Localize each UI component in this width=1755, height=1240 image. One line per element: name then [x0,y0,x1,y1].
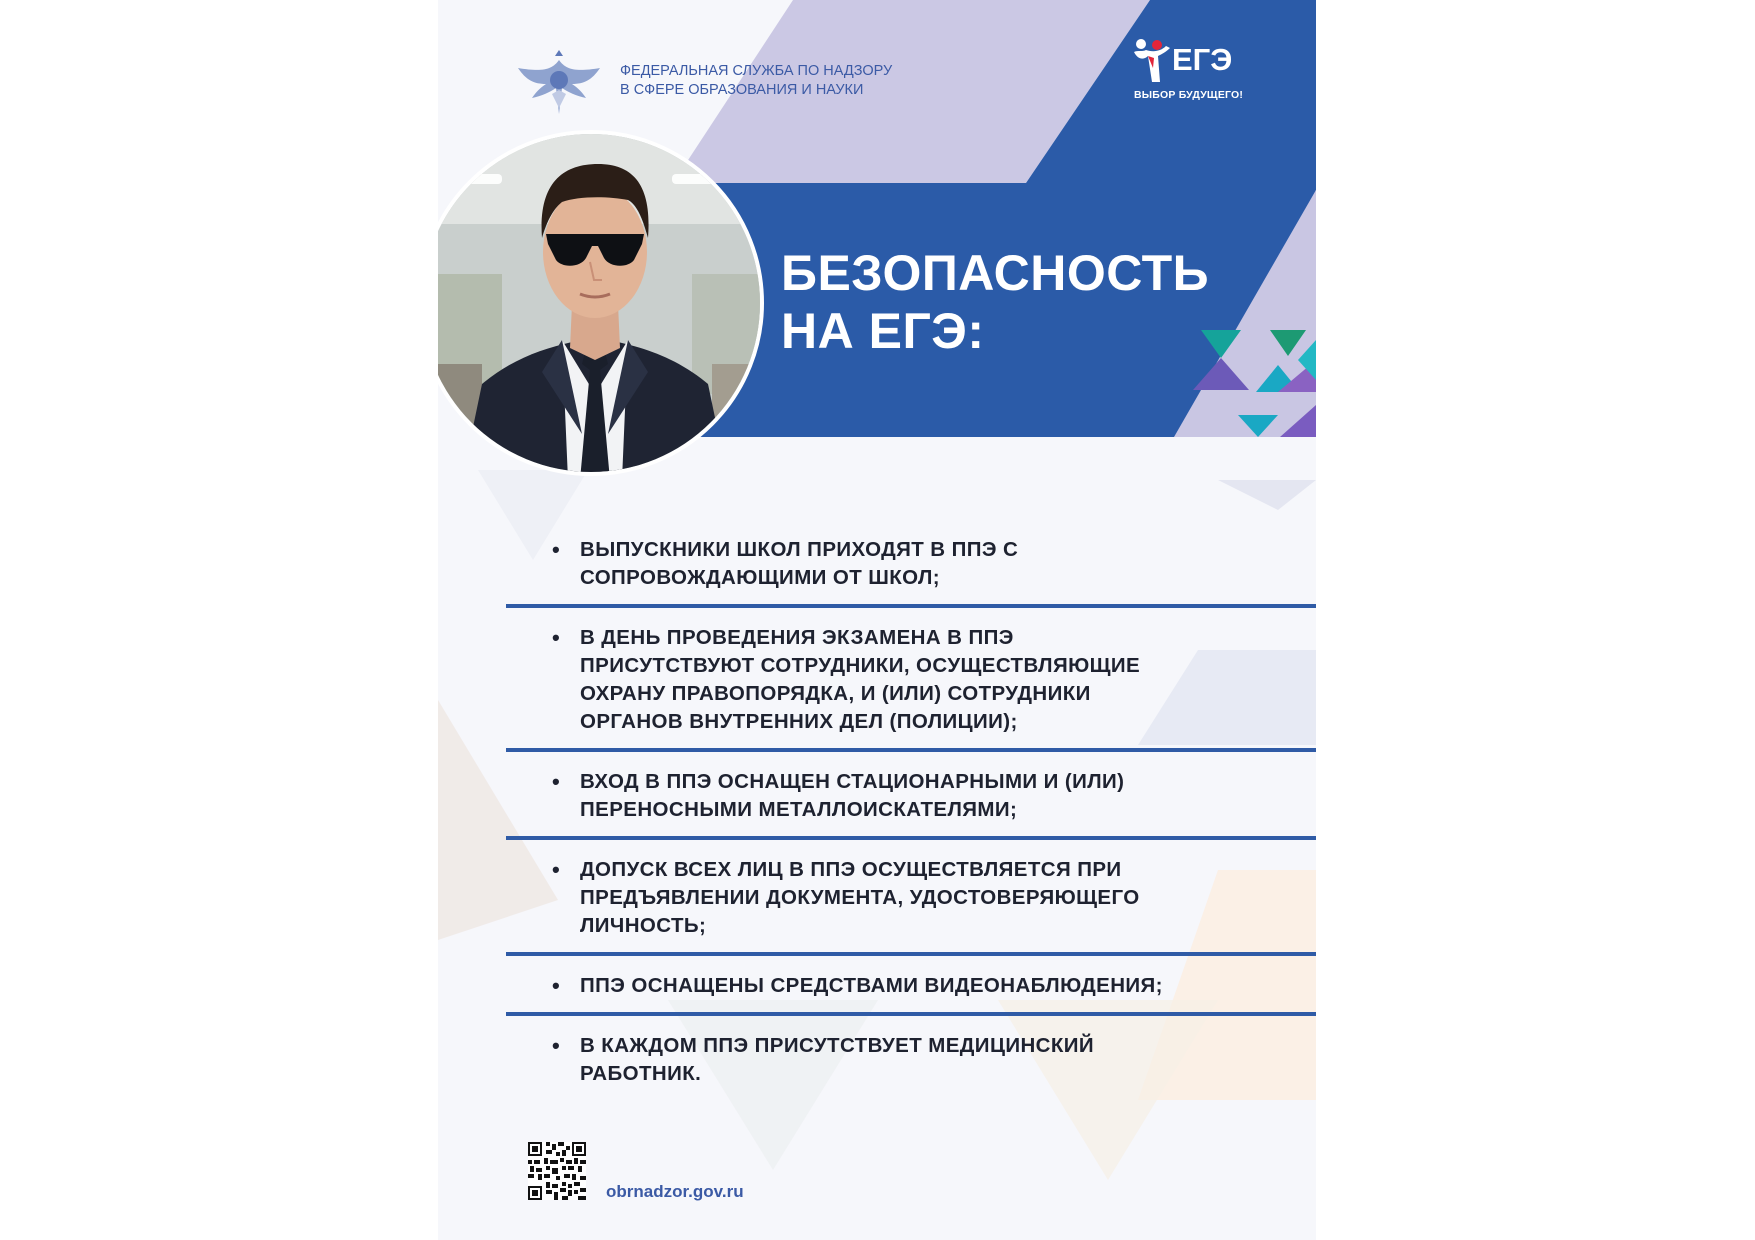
rule-line: ПРЕДЪЯВЛЕНИИ ДОКУМЕНТА, УДОСТОВЕРЯЮЩЕГО [580,886,1140,909]
eagle-emblem-icon [512,50,606,118]
security-rules-list [506,530,1316,1100]
ege-figure-icon [1132,38,1172,84]
rule-line: ПРИСУТСТВУЮТ СОТРУДНИКИ, ОСУЩЕСТВЛЯЮЩИЕ [580,654,1141,677]
list-item [506,530,1316,608]
list-item [506,1016,1316,1100]
rule-line: ЛИЧНОСТЬ; [580,914,707,937]
rule-text [580,768,1180,824]
list-item [506,752,1316,840]
rule-line: РАБОТНИК. [580,1062,702,1085]
bullet-icon: • [552,1033,560,1058]
rule-line: ДОПУСК ВСЕХ ЛИЦ В ППЭ ОСУЩЕСТВЛЯЕТСЯ ПРИ [580,858,1122,881]
rule-line: ПЕРЕНОСНЫМИ МЕТАЛЛОИСКАТЕЛЯМИ; [580,798,1018,821]
ege-wordmark: ЕГЭ [1172,42,1233,77]
list-item [506,608,1316,752]
ege-logo [1132,38,1254,104]
rule-line: ОРГАНОВ ВНУТРЕННИХ ДЕЛ (ПОЛИЦИИ); [580,710,1018,733]
ege-tagline: ВЫБОР БУДУЩЕГО! [1134,89,1244,101]
bullet-icon: • [552,857,560,882]
poster [438,0,1316,1240]
page-title [781,244,1241,360]
page-title-line1: БЕЗОПАСНОСТЬ [781,245,1210,301]
agency-name-line1: ФЕДЕРАЛЬНАЯ СЛУЖБА ПО НАДЗОРУ [620,63,893,79]
rule-text [580,536,1180,592]
rule-text [580,972,1180,1000]
rule-line: ППЭ ОСНАЩЕНЫ СРЕДСТВАМИ ВИДЕОНАБЛЮДЕНИЯ; [580,974,1163,997]
rule-line: В ДЕНЬ ПРОВЕДЕНИЯ ЭКЗАМЕНА В ППЭ [580,626,1014,649]
website-link[interactable]: obrnadzor.gov.ru [606,1182,744,1201]
bullet-icon: • [552,769,560,794]
bullet-icon: • [552,973,560,998]
agency-name-line2: В СФЕРЕ ОБРАЗОВАНИЯ И НАУКИ [620,82,864,98]
qr-code-icon[interactable] [528,1142,586,1200]
list-item [506,956,1316,1016]
page-title-line2: НА ЕГЭ: [781,303,985,359]
rule-line: В КАЖДОМ ППЭ ПРИСУТСТВУЕТ МЕДИЦИНСКИЙ [580,1034,1095,1057]
rule-text [580,1032,1180,1088]
rule-line: СОПРОВОЖДАЮЩИМИ ОТ ШКОЛ; [580,566,941,589]
bullet-icon: • [552,625,560,650]
agency-name [620,62,950,100]
rule-line: ВХОД В ППЭ ОСНАЩЕН СТАЦИОНАРНЫМИ И (ИЛИ) [580,770,1125,793]
list-item [506,840,1316,956]
rule-text [580,856,1180,940]
rule-line: ВЫПУСКНИКИ ШКОЛ ПРИХОДЯТ В ППЭ С [580,538,1019,561]
rule-line: ОХРАНУ ПРАВОПОРЯДКА, И (ИЛИ) СОТРУДНИКИ [580,682,1091,705]
rule-text [580,624,1180,736]
bullet-icon: • [552,537,560,562]
